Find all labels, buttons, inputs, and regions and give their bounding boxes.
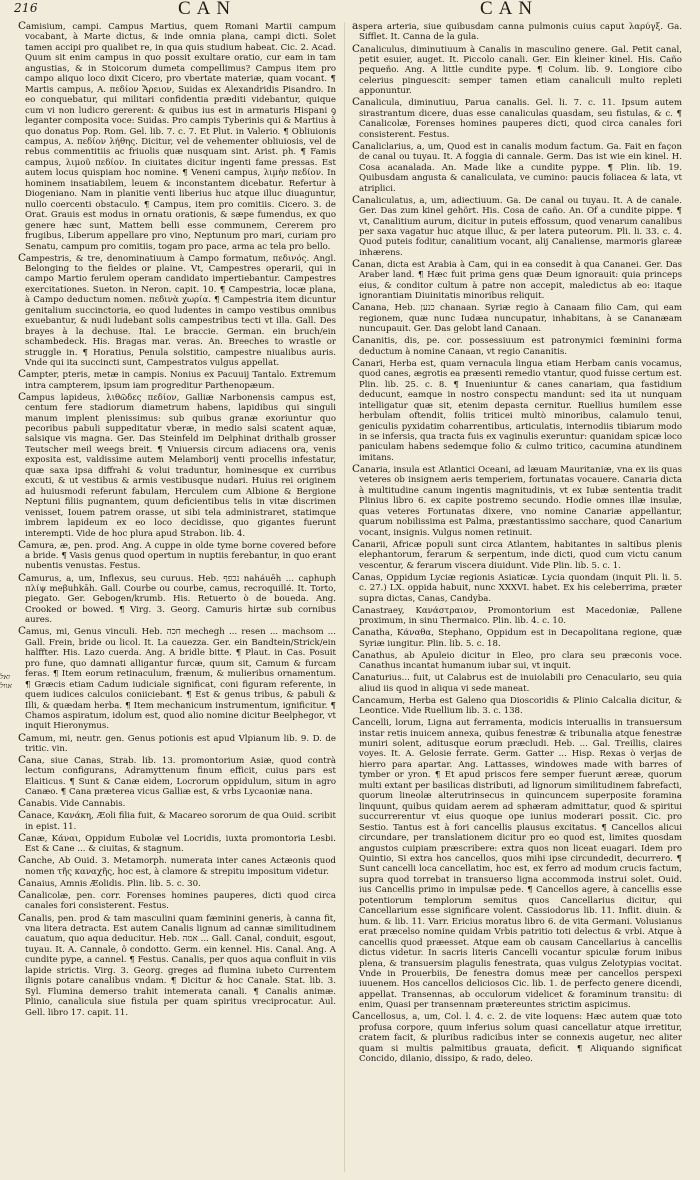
entry: Camurus, a, um, Inflexus, seu curuus. Heb. נכפף naháuēh ... caphuph πλίψ meβuhkāh. Gall. Courbe ou courbe, camus, recroquillé. It. Torto, piegato. Ger. Gebogen/krumb. His. Retuerto ò de boueda. Ang. Crooked or bowed. ¶ Virg. 3. Georg. Camuris hirtæ sub cornibus aures.: [18, 571, 336, 626]
entry: Cana, siue Canas, Strab. lib. 13. promontorium Asiæ, quod contrà lectum configurans, Adramyttenum finum efficit, cuius pars est Elaiticus. ¶ Sunt & Canæ eidem, Locrorum oppidulum, situm in agro Canæo. ¶ Cana præterea vicus Galliæ est, & vrbs Lycaoniæ nana.: [18, 754, 336, 798]
entry: Canastraey, Κανάστραιον, Promontorium est Macedoniæ, Pallene proximum, in sinu Thermaico. Plin. lib. 4. c. 10.: [352, 603, 682, 627]
page-number: 216: [14, 1, 38, 15]
entry: Canari, Herba est, quam vernacula lingua etiam Herbam canis vocamus, quod canes, ægrotis ea præsenti remedio vtantur, quod fuisse certum est. Plin. lib. 25. c. 8. ¶ Inueniuntur & canes canariam, qua fastidium deducunt, eamque in nostro conspectu mandunt: sed ita ut nunquam intelligatur quæ sit, etenim depasta cernitur. Ruellius humilem esse herbulam oftendit, foliis triticei multò minoribus, calamulo tenui, geniculis pyxidatim coharrentibus, articulatis, internodiis tibiarum modo in se infersis, qua tracta fuis ex vaginulis exeruntur: quanidam spicæ loco paniculam habens sedemque folio & culmo tritico, cacumina atundinem imitans.: [352, 356, 682, 463]
entry: Canathus, ab Apuleio dicitur in Eleo, pro clara seu præconis voce. Canathus incantat humanum iubar sui, vt inquit.: [352, 648, 682, 672]
column-gutter: [344, 22, 345, 1172]
paper-stain: [520, 820, 600, 870]
entry: Cananitis, dis, pe. cor. possessiuum est patronymici fœminini forma deductum à nomine Canaan, vt regio Cananitis.: [352, 334, 682, 357]
entry: Canaliculatus, a, um, adiectiuum. Ga. De canal ou tuyau. It. A de canale. Ger. Das zum kinel gehört. His. Cosa de caño. An. Of a cundite pippe. ¶ vt, Canalitium aurum, dicitur in puteis effossum, quod venarum canalibus per saxa vagatur huc atque illuc, & per latera puteorum. Pli. li. 33. c. 4. Quod puteis foditur, canalitium vocant, alij Canaliense, marmoris glareæ inhærens.: [352, 193, 682, 258]
entry: Canace, Κανάκη, Æoli filia fuit, & Macareo sororum de qua Ouid. scribit in epist. 11.: [18, 809, 336, 832]
entry: Canaius, Amnis Æolidis. Plin. lib. 5. c. 30.: [18, 876, 201, 889]
entry: Canaria, insula est Atlantici Oceani, ad læuam Mauritaniæ, vna ex iis quas veteres ob insignem aeris temperiem, fortunatas vocauere. Canaria dicta à multitudine canum ingentis magnitudinis, vt ex Iubæ sententia tradit Plinius libro 6. ex capite postremo secundo. Hodie omnes illæ insulæ, quas veteres Fortunatas dixere, vno nomine Canariæ appellantur, quarum nobilissima est Palma, præstantissimo sacchare, quod Canarium vocant, insignis. Vulgus nomen retinuit.: [352, 462, 682, 538]
entry: Cancelli, lorum, Ligna aut ferramenta, modicis interuallis in transuersum instar retis inuicem annexa, quibus fenestræ & tribunalia atque fenestræ muniri solent, aditusque eorum præcludi. Heb. ... Gal. Treillis, claires voyes. It. A. Gelosie ferrate. Germ. Gatter ... Hisp. Rexas ò verjas de hierro para apartar. Ang. Lattasses, windowes made with barres of tymber or yron. ¶ Et apud priscos fere semper fuerunt æreæ, quorum multi extant per basilicas distributi, ad lignorum similitudinem fabrefacti, quorum lineolæ alterutrinsecus in quincuncem superposite foramina linquunt, quibus quidam aerem ad sphæram admittatur, quod & spiritui succurrerentur vt eius quoque ope iunius moderari possit. Cic. pro Sestio. Tantus est à fori cancellis plausus excitatus. ¶ Cancellos alicui circundare, per translationem dicitur pro eo quod est, limites quosdam angustos cuipiam præscribere: extra quos non liceat euagari. Idem pro Quintio, Si extra hos cancellos, quos mihi ipse circundedit, decurrero. ¶ Sunt cancelli loca cancellatim, hoc est, ex ferro ad modum crucis factum, supra quod torrebat in transuerso ligna accommoda instrui solet. Ouid. ius Cancellis primo in impulsæ pede. ¶ Cancellos agere, à cancellis esse potentiorum templorum semitus quos Cancellarius dicitur, qui Cancellarium esse significare volent. Cassiodorus lib. 11. Inflit. diuin. & hum. & lib. 11. Varr. Ericius moratus libro 6. de vita Germani. Volusianus erat præcelso nomine quidam Vrbis patritio toti delectus & vrbi. Atque à cancellis quod præesset. Atque eam ob causam Cancellarius à cancellis dictus videtur. In sacris literis Cancelli vocantur spiculæ forum inibus plena, & transuersim plagulis fenestrata, quas vulgus Zelotypias vocitat. Vnde in Prouerbiis, De fenestra domus meæ per cancellos perspexi iuuenem. Hos cancellos deliciosos Cic. lib. 1. de perfecto genere dicendi, appellat. Transennas, ab occulorum videlicet & foraminum transitu: di enim, Quasi per transennam prætereuntes strictim aspicimus.: [352, 716, 682, 1011]
paper-stain: [90, 300, 150, 340]
entry: Canaliculus, diminutiuum à Canalis in masculino genere. Gal. Petit canal, petit esuier, auget. It. Piccolo canali. Ger. Ein kleiner kinel. His. Caño pequeño. Ang. A little cundite pype. ¶ Colum. lib. 9. Longiore cibo celerius pinguescit: semper tamen etiam canaliculi multo repleti apponuntur.: [352, 42, 682, 97]
entry: Canalicula, diminutiuu, Parua canalis. Gel. li. 7. c. 11. Ipsum autem sirastrantum dicere, duas esse canaliculas quasdam, seu fistulas, & c. ¶ Canalicolæ, Forenses homines pauperes dicti, quod circa canales fori consisterent. Festus.: [352, 96, 682, 140]
entry: Campter, pteris, metæ in campis. Nonius ex Pacuuij Tantalo. Extremum intra campterem, ipsum iam progreditur Parthenopæum.: [18, 368, 336, 391]
entry: Canabis. Vide Cannabis.: [18, 797, 126, 810]
entry: Canarii, Africæ populi sunt circa Atlantem, habitantes in saltibus plenis elephantorum, ferarum & serpentum, inde dicti, quod cum victu canum vescentur, & ferarum viscera diuidunt. Vide Plin. lib. 5. c. 1.: [352, 537, 682, 571]
page-header: [0, 0, 700, 20]
entry: Camum, mi, neutr. gen. Genus potionis est apud Vlpianum lib. 9. D. de tritic. vin.: [18, 731, 336, 754]
right-column: [352, 21, 682, 1174]
entry: Canas, Oppidum Lyciæ regionis Asiaticæ. Lycia quondam (inquit Pli. li. 5. c. 27.) LX. oppida habuit, nunc XXXVI. habet. Ex his celeberrima, præter supra dictas, Canas, Candyba.: [352, 570, 682, 604]
entry: Canalis, pen. prod & tam masculini quam fæminini generis, à canna fit, vna litera detracta. Est autem Canalis lignum ad cannæ similitudinem cauatum, quo aqua deducitur. Heb. אמה ... Gall. Canal, conduit, esgout, tuyau. It. A. Cannale, ô condotto. Germ. ein kennel. His. Canal. Ang. A cundite pype, a cannel. ¶ Festus. Canalis, per quos aqua confluit in viis lapide strictis. Virg. 3. Georg. greges ad flumina iubeto Currentem ilignis potare canalibus vndam. ¶ Dicitur & hoc Canale. Stat. lib. 3. Syl. Flumina demerso trahit intemerata canali. ¶ Canalis animæ. Plinio, canalicula siue fistula per quam spiritus vreciprocatur. Aul. Gell. libro 17. capit. 11.: [18, 911, 336, 1018]
running-head-right: CAN: [480, 0, 539, 19]
entry: Canan, dicta est Arabia à Cam, qui in ea consedit à qua Cananei. Ger. Das Araber land. ¶ Hæc fuit prima gens quæ Deum ignorauit: quia princeps eius, & conditor cultum à patre non accepit, maledictus ab eo: itaque ignorantiam Diuinitatis minoribus reliquit.: [352, 257, 682, 302]
left-column: [18, 21, 336, 1174]
margin-annotation: ואל אוול: [0, 672, 12, 690]
entry: Canalicolæ, pen. corr. Forenses homines pauperes, dicti quod circa canales fori consisterent. Festus.: [18, 889, 336, 912]
entry: Canche, Ab Ouid. 3. Metamorph. numerata inter canes Actæonis quod nomen τῆς καναχῆς, hoc est, à clamore & strepitu impositum videtur.: [18, 854, 336, 877]
entry: Canatha, Κάναθα, Stephano, Oppidum est in Decapolitana regione, quæ Syriæ iungitur. Plin. lib. 5. c. 18.: [352, 626, 682, 649]
entry: Camus, mi, Genus vinculi. Heb. חכה mechegh ... resen ... machsom ... Gall. Frein, bride ou licol. It. La cauezza. Ger. ein Bandtein/Strick/ein halffter. His. Lazo cuerda. Ang. A bridle bitte. ¶ Plaut. in Cas. Posuit pro fune, quo damnati alligantur furcæ, quum sit, Camum & furcam feras. ¶ Item eorum retinaculum, frænum, & mulieribus ornamentum. ¶ Græcis etiam Cadum iudiciale significat, coni figuram referente, in quem iudices calculos coniiciebant. ¶ Est & genus tribus, & pabuli & Illi, & quædam herba. ¶ Item mechanicum instrumentum, ignificitur. ¶ Chamos aspiratum, idolum est, quod alio nomine dicitur Beelphegor, vt inquit Hieronymus.: [18, 625, 336, 732]
running-head-left: CAN: [178, 0, 237, 19]
entry: Campus lapideus, λιθῶδες πεδίον, Galliæ Narbonensis campus est, centum fere stadiorum diametrum habens, lapidibus qui singuli manum implent plenissimus: sub quibus granæ exoriuntur quo pecoribus pabuli suppeditatur vberæ, in medio salsi scatent aquæ, salsique vis magna. Ger. Das Steinfeld im Delphinat drithalb grosser Teutscher meil weegs breit. ¶ Vniuersis circum adiacens ora, venis exposita est, valdissime autem Melamborij venti procellis infestatur, quæ saxa ipsa diffrahi & volui traduntur, hominesque ex curribus excuti, & ut vestibus & armis vestibusque nudari. Huius rei originem ad huiusmodi referunt fabulam, Herculem cum Albione & Bergione Neptuni filiis pugnantem, quum deficientibus telis in vitæ discrimen venisset, Iouem patrem orasse, ut sibi tela administraret, statimque imbrem lapideum ex eo loco decidisse, quo gigantes fuerunt interempti. Vide de hoc plura apud Strabon. lib. 4.: [18, 390, 336, 539]
entry: Campestris, & tre, denominatiuum à Campo formatum, πεδινός. Angl. Belonging to the fieldes or plaine. Vt, Campestres operarii, qui in campo Martio ferulem operam candidato impertiebantur. Campestres exercitationes. Sueton. in Neron. capit. 10. ¶ Campestria, locæ plana, à Campo deductum nomen. πεδινὰ χωρία. ¶ Campestria item dicuntur genitalium succinctoria, eo quod ludentes in campo vestibus omnibus exuebantur, & nudi ludebant solis campestribus tecti vt illa. Gall. Des brayes à la dechuse. Ital. Le braccie. German. ein bruch/ein schambedeck. His. Bragas mar. veras. An. Breeches to wrastle or struggle in. ¶ Horatius, Penula solstitio, campestre niualibus auris. Vnde qui ita succincti sunt, Campestratos vulgus appellat.: [18, 251, 336, 369]
entry: Camisium, campi. Campus Martius, quem Romani Martii campum vocabant, à Marte dictus, & inde omnia plana, campi dicti. Solet tamen accipi pro qualibet re, in qua quis studium habeat. Cic. 2. Acad. Quum sit enim campus in quo possit exultare oratio, cur eam in tam angustias, & in Stoicorum dumeta compellimus? Campus item pro campo aliquo loco dixit Cicero, pro vbertate materiæ, quam vocant. ¶ Martis campus, A. πεδίον Ἄρειον, Suidas ex Alexandridis Pisandro. In eo conquebatur, qui militari confidentia præditi videbantur, quique cum vi non ludicro gererent: & quibus ius est in armaturis Hispani ꝯ leganter composita voce: Suidas. Pro campis Tyberinis qui & Martius à quo donatus Pop. Rom. Gel. lib. 7. c. 7. Et Plut. in Valerio. ¶ Obliuionis campus, A. πεδίον λήθης. Dicitur, vel de vehementer obliuiosis, vel de rebus commentitiis ac friuolis quæ nusquam sint. Arist. ph. ¶ Famis campus, λιμοῦ πεδίον. In ciuitates dicitur ingenti fame pressas. Est autem locus quispiam hoc nomine. ¶ Veneni campus, λιμὴν πεδίον. In hominem insatiabilem, leuem & inconstantem dicebatur. Refertur à Diogeniano. Nam in planitie venti liberius huc atque illuc diuaguntur, nullo coercenti obstaculo. ¶ Campus, item pro comitiis. Cicero. 3. de Orat. Grauis est modus in ornatu orationis, & sæpe fumendus, ex quo genere hæc sunt, Mattem belli esse communem, Cererem pro frugibus, Liberum appellare pro vino, Neptunum pro mari, curiam pro Senatu, campum pro comitiis, togam pro pace, arma ac tela pro bello.: [18, 21, 336, 252]
entry: Canaturius... fuit, ut Calabrus est de inuiolabili pro Cenaculario, seu quia aliud iis quod in aliqua vi sede maneat.: [352, 671, 682, 694]
entry: aspera arteria, siue quibusdam canna pulmonis cuius caput λαρύγξ. Ga. Sifflet. It. Canna de la gula.: [352, 21, 682, 43]
entry: Cancellosus, a, um, Col. l. 4. c. 2. de vite loquens: Hæc autem quæ toto profusa corpore, quum inferius solum quasi cancellatur atque irretitur, cratem facit, & pluribus radicibus inter se connexis augetur, nec aliter quam si multis palmitibus grauata, deficit. ¶ Aliquando significat Concido, dilanio, dissipo, & rado, deleo.: [352, 1010, 682, 1065]
entry: Canana, Heb. כנען chanaan. Syriæ regio à Canaam filio Cam, qui eam regionem, quæ nunc Iudæa nuncupatur, inhabitans, à se Cananæam nuncupauit. Ger. Das gelobt land Canaan.: [352, 301, 682, 335]
entry: Cancamum, Herba est Galeno qua Dioscoridis & Plinio Calcalia dicitur, & Leontice. Vide Ruellium lib. 3. c. 138.: [352, 693, 682, 717]
entry: Canæ, Κάναι, Oppidum Eubolæ vel Locridis, iuxta promontoria Lesbi. Est & Cane ... & ciuitas, & stagnum.: [18, 831, 336, 855]
entry: Canaliclarius, a, um, Quod est in canalis modum factum. Ga. Fait en façon de canal ou tuyau. It. A foggia di cannale. Germ. Das ist wie ein kinel. H. Cosa acanalada. An. Made like a cundite pyppe. ¶ Plin. lib. 19. Quibusdam angusta & canaliculata, ve cumino: paucis foliacea & lata, vt atriplici.: [352, 139, 682, 194]
entry: Camura, æ, pen. prod. Ang. A cuppe in olde tyme borne covered before a bride. ¶ Vasis genus quod opertum in nuptiis ferebantur, in quo erant nubentis venustas. Festus.: [18, 538, 336, 572]
